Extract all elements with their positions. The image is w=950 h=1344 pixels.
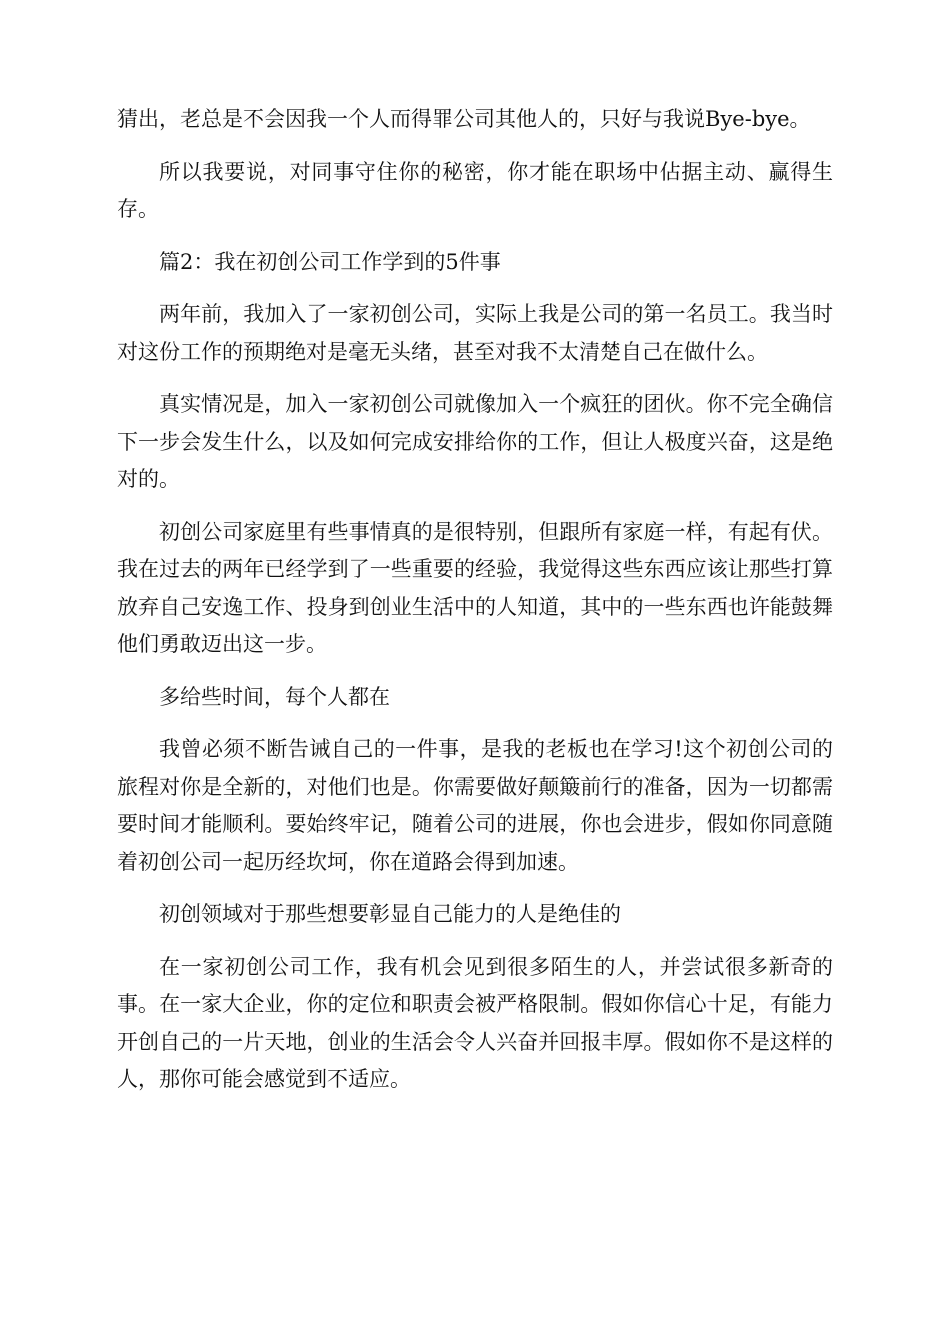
paragraph-family: 初创公司家庭里有些事情真的是很特别，但跟所有家庭一样，有起有伏。我在过去的两年已经学到了一些重要的经验，我觉得这些东西应该让那些打算放弃自己安逸工作、投身到创业生活中的人知道，其中的一些东西也许能鼓舞他们勇敢迈出这一步。	[117, 519, 833, 656]
paragraph-reality: 真实情况是，加入一家初创公司就像加入一个疯狂的团伙。你不完全确信下一步会发生什么，以及如何完成安排给你的工作，但让人极度兴奋，这是绝对的。	[117, 392, 833, 491]
paragraph-learning: 我曾必须不断告诫自己的一件事，是我的老板也在学习!这个初创公司的旅程对你是全新的，对他们也是。你需要做好颠簸前行的准备，因为一切都需要时间才能顺利。要始终牢记，随着公司的进展，你也会进步，假如你同意随着初创公司一起历经坎坷，你在道路会得到加速。	[117, 737, 833, 874]
article-title: 篇2：我在初创公司工作学到的5件事	[159, 249, 501, 274]
paragraph-continuation: 猜出，老总是不会因我一个人而得罪公司其他人的，只好与我说Bye-bye。	[117, 107, 811, 131]
document-page	[117, 101, 833, 1114]
paragraph-conclusion: 所以我要说，对同事守住你的秘密，你才能在职场中佔据主动、赢得生存。	[117, 159, 833, 221]
section-heading-time: 多给些时间，每个人都在	[159, 684, 390, 709]
paragraph-intro: 两年前，我加入了一家初创公司，实际上我是公司的第一名员工。我当时对这份工作的预期绝对是毫无头绪，甚至对我不太清楚自己在做什么。	[117, 302, 833, 364]
section-heading-ability: 初创领域对于那些想要彰显自己能力的人是绝佳的	[159, 902, 621, 926]
paragraph-opportunity: 在一家初创公司工作，我有机会见到很多陌生的人，并尝试很多新奇的事。在一家大企业，你的定位和职责会被严格限制。假如你信心十足，有能力开创自己的一片天地，创业的生活会令人兴奋并回报丰厚。假如你不是这样的人，那你可能会感觉到不适应。	[117, 954, 833, 1091]
